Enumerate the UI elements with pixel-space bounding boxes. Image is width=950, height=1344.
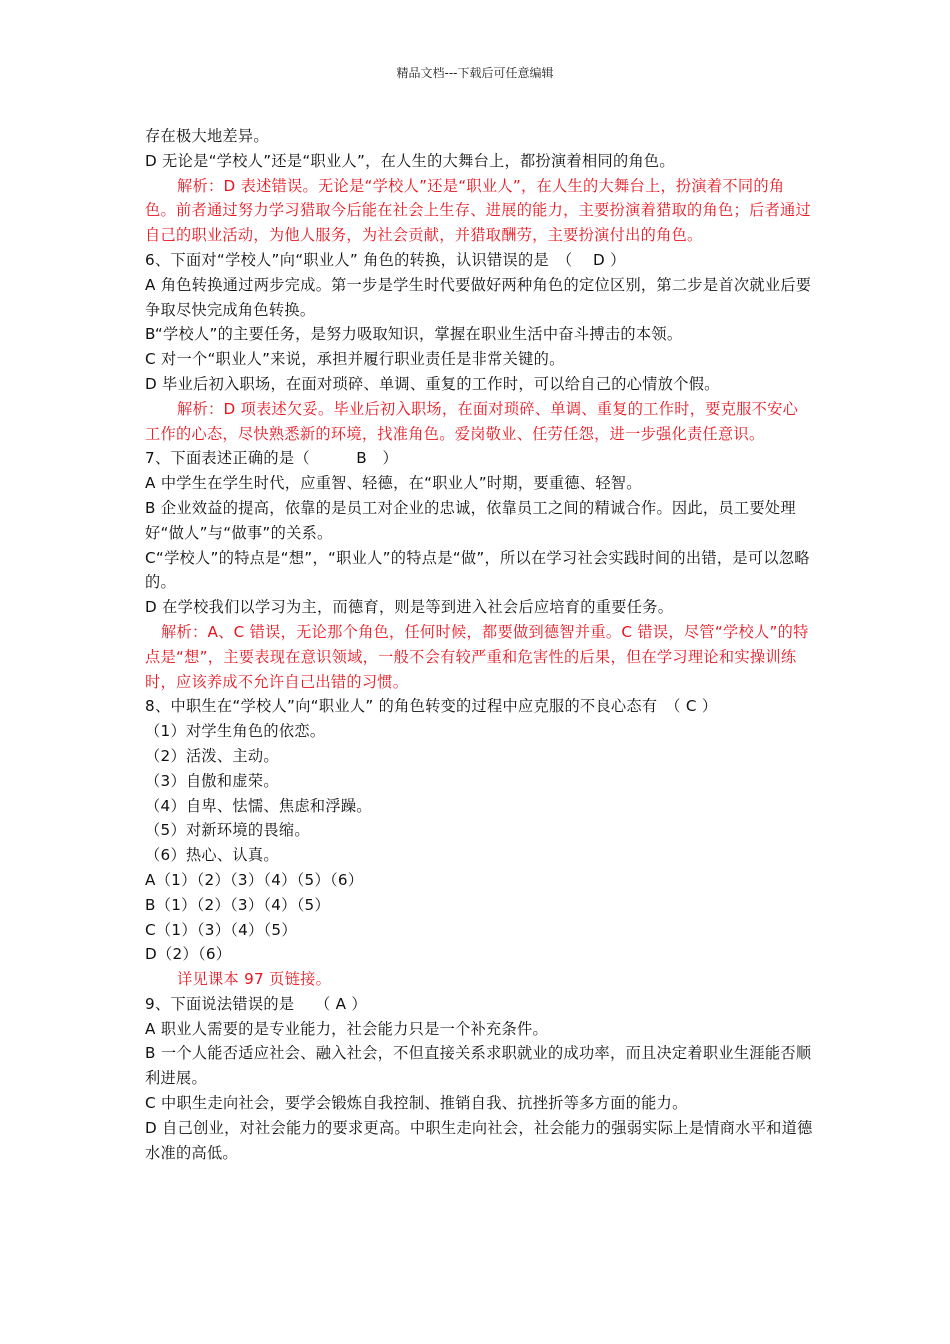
list-item: （6）热心、认真。 xyxy=(145,846,279,865)
option-b: B“学校人”的主要任务，是努力吸取知识，掌握在职业生活中奋斗搏击的本领。 xyxy=(145,325,683,344)
option-a: A 角色转换通过两步完成。第一步是学生时代要做好两种角色的定位区别，第二步是首次就业后要争取尽快完成角色转换。 xyxy=(145,275,812,319)
explanation: 解析：D 表述错误。无论是“学校人”还是“职业人”，在人生的大舞台上，扮演着不同的角色。前者通过努力学习猎取今后能在社会上生存、进展的能力，主要扮演着猎取的角色；后者通过自己的职业活动，为他人服务，为社会贡献，并猎取酬劳，主要扮演付出的角色。 xyxy=(145,176,811,245)
explanation: 解析：A、C 错误，无论那个角色，任何时候，都要做到德智并重。C 错误，尽管“学校人”的特点是“想”，主要表现在意识领域，一般不会有较严重和危害性的后果，但在学习理论和实操训练时，应该养成不允许自己出错的习惯。 xyxy=(145,622,809,691)
question-7: 7、下面表述正确的是（ B ） xyxy=(145,449,398,468)
option-d: D 自己创业，对社会能力的要求更高。中职生走向社会，社会能力的强弱实际上是情商水平和道德水准的高低。 xyxy=(145,1118,813,1162)
list-item: （2）活泼、主动。 xyxy=(145,746,279,765)
option-b: B 一个人能否适应社会、融入社会，不但直接关系求职就业的成功率，而且决定着职业生涯能否顺利进展。 xyxy=(145,1044,812,1088)
list-item: （3）自傲和虚荣。 xyxy=(145,771,279,790)
option-a: A（1）（2）（3）（4）（5）（6） xyxy=(145,870,364,889)
question-8: 8、中职生在“学校人”向“职业人” 的角色转变的过程中应克服的不良心态有 （ C ） xyxy=(145,697,718,716)
explanation: 解析：D 项表述欠妥。毕业后初入职场，在面对琐碎、单调、重复的工作时，要克服不安心工作的心态，尽快熟悉新的环境，找准角色。爱岗敬业、任劳任怨，进一步强化责任意识。 xyxy=(145,399,799,443)
option-d: D 无论是“学校人”还是“职业人”，在人生的大舞台上，都扮演着相同的角色。 xyxy=(145,151,675,170)
option-d: D 毕业后初入职场，在面对琐碎、单调、重复的工作时，可以给自己的心情放个假。 xyxy=(145,374,720,393)
option-a: A 中学生在学生时代，应重智、轻德，在“职业人”时期，要重德、轻智。 xyxy=(145,474,642,493)
option-c: C 中职生走向社会，要学会锻炼自我控制、推销自我、抗挫折等多方面的能力。 xyxy=(145,1094,688,1113)
question-9: 9、下面说法错误的是 （ A ） xyxy=(145,994,367,1013)
list-item: （5）对新环境的畏缩。 xyxy=(145,821,310,840)
option-b: B（1）（2）（3）（4）（5） xyxy=(145,895,331,914)
list-item: （4）自卑、怯懦、焦虑和浮躁。 xyxy=(145,796,372,815)
question-6: 6、下面对“学校人”向“职业人” 角色的转换，认识错误的是 （ D ） xyxy=(145,250,626,269)
option-b: B 企业效益的提高，依靠的是员工对企业的忠诚，依靠员工之间的精诚合作。因此，员工要处理好“做人”与“做事”的关系。 xyxy=(145,498,796,542)
explanation: 详见课本 97 页链接。 xyxy=(177,970,332,989)
option-d: D 在学校我们以学习为主，而德育，则是等到进入社会后应培育的重要任务。 xyxy=(145,598,674,617)
list-item: （1）对学生角色的依恋。 xyxy=(145,722,326,741)
option-c: C（1）（3）（4）（5） xyxy=(145,920,297,939)
document-body xyxy=(145,124,813,1165)
option-d: D（2）（6） xyxy=(145,945,232,964)
page-header: 精品文档---下载后可任意编辑 xyxy=(396,66,554,80)
option-c: C 对一个“职业人”来说，承担并履行职业责任是非常关键的。 xyxy=(145,350,565,369)
option-a: A 职业人需要的是专业能力，社会能力只是一个补充条件。 xyxy=(145,1019,549,1038)
text-line: 存在极大地差异。 xyxy=(145,127,269,145)
option-c: C“学校人”的特点是“想”，“职业人”的特点是“做”，所以在学习社会实践时间的出错，是可以忽略的。 xyxy=(145,548,810,592)
